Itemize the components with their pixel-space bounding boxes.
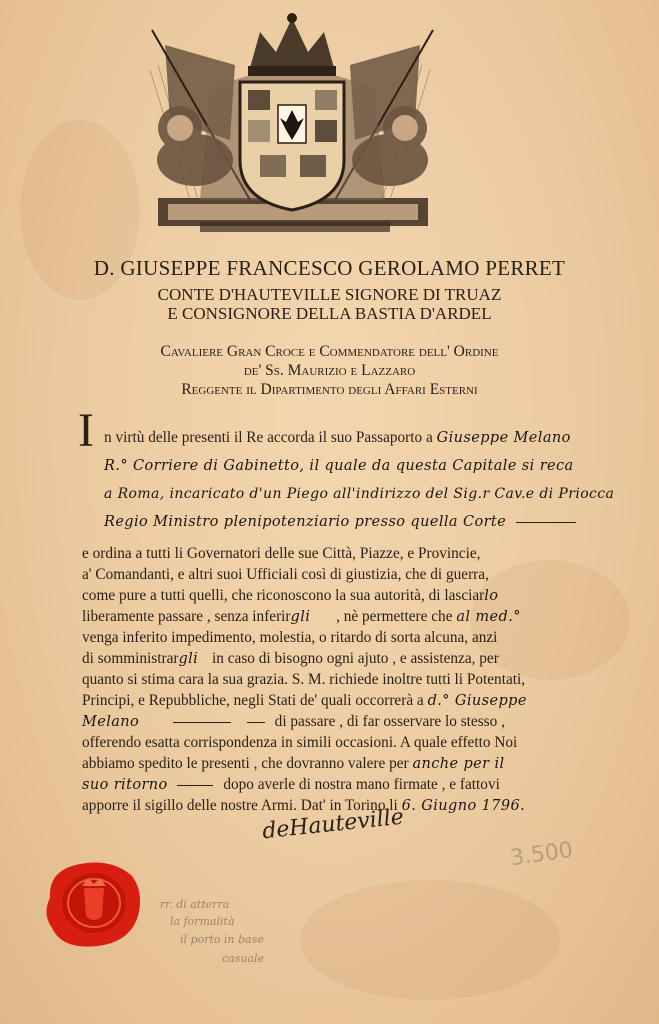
fill-line (177, 785, 213, 786)
printed-text: Principi, e Repubbliche, negli Stati de' quali occorrerà a (82, 692, 424, 709)
order-line: Cavaliere Gran Croce e Commendatore dell' Ordine (160, 343, 499, 360)
handwritten-date: 6. Giugno 1796. (401, 798, 526, 814)
printed-text: come pure a tutti quelli, che riconoscono la sua autorità, di lasciar (82, 587, 485, 604)
pencil-note: il porto in base (180, 933, 264, 946)
red-wax-seal (40, 858, 144, 948)
handwritten-text: Regio Ministro plenipotenziario presso quella Corte (104, 514, 507, 530)
passport-text-line (82, 713, 505, 731)
signature: deHauteville (261, 804, 405, 845)
title-line: E CONSIGNORE DELLA BASTIA D'ARDEL (167, 304, 492, 323)
printed-text: n virtù delle presenti il Re accorda il suo Passaporto a (104, 429, 433, 446)
office-line: Reggente il Dipartimento degli Affari Esterni (181, 381, 478, 398)
fill-line (516, 522, 576, 523)
title-line: CONTE D'HAUTEVILLE SIGNORE DI TRUAZ (157, 285, 502, 304)
passport-text-line (82, 692, 527, 710)
passport-text-line: e ordina a tutti li Governatori delle sue Città, Piazze, e Provincie, (82, 545, 481, 562)
handwritten-text: a Roma, incaricato d'un Piego all'indirizzo del Sig.r Cav.e di Priocca (104, 486, 615, 502)
printed-text: di passare , di far osservare lo stesso , (274, 713, 505, 730)
handwritten-text: gli (178, 651, 199, 667)
passport-text-line (104, 485, 614, 503)
passport-text-line (82, 587, 498, 605)
passport-text-line: offerendo esatta corrispondenza in simili occasioni. A quale effetto Noi (82, 734, 518, 751)
order-line: de' Ss. Maurizio e Lazzaro (243, 362, 416, 379)
handwritten-text: Melano (82, 714, 140, 730)
handwritten-text: lo (484, 588, 499, 604)
pencil-price-note: 3.500 (508, 837, 575, 872)
printed-text: abbiamo spedito le presenti , che dovranno valere per (82, 755, 409, 772)
handwritten-text: d.° Giuseppe (427, 693, 527, 709)
drop-cap: I (78, 404, 94, 457)
passport-text-line (82, 650, 499, 668)
handwritten-name: Giuseppe Melano (436, 430, 571, 446)
printed-text: dopo averle di nostra mano firmate , e fattovi (223, 776, 500, 793)
handwritten-text: anche per il (412, 756, 505, 772)
passport-text-line (104, 457, 574, 475)
passport-text-line: quanto si stima cara la sua grazia. S. M. richiede inoltre tutti li Potentati, (82, 671, 526, 688)
handwritten-text: R.° Corriere di Gabinetto, il quale da questa Capitale si reca (104, 458, 574, 474)
pencil-note: la formalità (170, 915, 235, 928)
passport-text-line (104, 513, 582, 531)
passport-text-line (82, 797, 525, 815)
passport-text-line (82, 608, 521, 626)
printed-text: apporre il sigillo delle nostre Armi. Dat' in Torino li (82, 797, 398, 814)
passport-text-line (82, 755, 505, 773)
fill-line (247, 722, 265, 723)
printed-text: liberamente passare , senza inferir (82, 608, 291, 625)
printed-text: , nè permettere che (336, 608, 453, 625)
passport-text-line: venga inferito impedimento, molestia, o ritardo di sorta alcuna, anzi (82, 629, 498, 646)
printed-text: in caso di bisogno ogni ajuto , e assistenza, per (212, 650, 499, 667)
pencil-note: rr. di atterra (160, 898, 230, 911)
pencil-note: casuale (222, 952, 265, 965)
fill-line (173, 722, 231, 723)
holder-name-heading: D. GIUSEPPE FRANCESCO GEROLAMO PERRET (93, 256, 566, 280)
passport-text-line: a' Comandanti, e altri suoi Ufficiali così di giustizia, che di guerra, (82, 566, 489, 583)
handwritten-text: gli (290, 609, 311, 625)
handwritten-text: suo ritorno (82, 777, 168, 793)
passport-text-line (104, 429, 571, 447)
paper-stain (300, 880, 560, 1000)
passport-text-line (82, 776, 500, 794)
handwritten-text: al med.° (456, 609, 521, 625)
printed-text: di somministrar (82, 650, 179, 667)
royal-coat-of-arms-engraving (140, 10, 445, 242)
